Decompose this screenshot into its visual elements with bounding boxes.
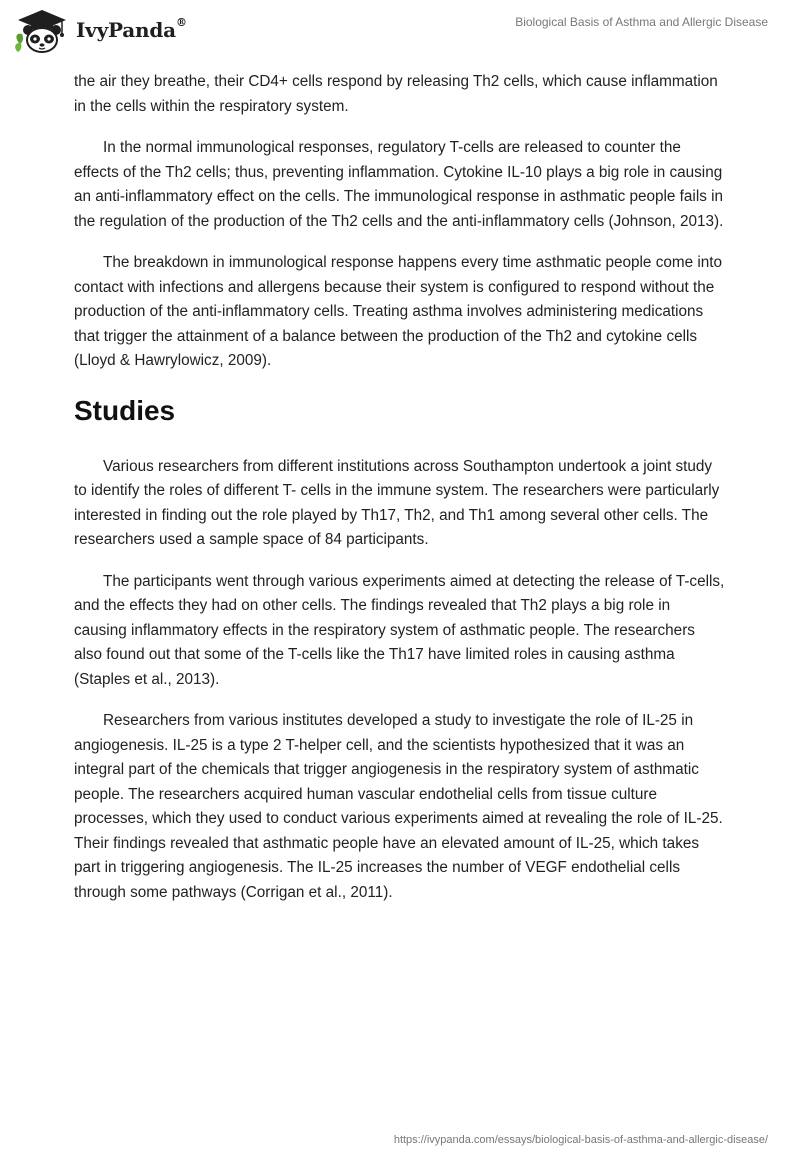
section-heading-studies: Studies <box>74 394 176 426</box>
logo-name: IvyPanda <box>76 18 176 42</box>
panda-graduate-icon <box>14 8 70 54</box>
source-url[interactable]: https://ivypanda.com/essays/biological-basis-of-asthma-and-allergic-disease/ <box>393 1134 768 1146</box>
paragraph-southampton-study: Various researchers from different institutions across Southampton undertook a joint study to identify the roles of different T- cells in the immune system. The researchers were particularly interested in finding out the role played by Th17, Th2, and Th1 among several other cells. The researchers used a sample space of 84 participants. <box>74 457 720 548</box>
ivypanda-logo[interactable] <box>14 8 214 54</box>
essay-body <box>74 70 726 922</box>
paragraph-il25-angiogenesis: Researchers from various institutes developed a study to investigate the role of IL-25 in angiogenesis. IL-25 is a type 2 T-helper cell, and the scientists hypothesized that it was an integral part of the chemicals that trigger angiogenesis in the respiratory system of asthmatic people. The researchers acquired human vascular endothelial cells from tissue culture processes, which they used to conduct various experiments aimed at revealing the role of IL-25. Their findings revealed that asthmatic people have an elevated amount of IL-25, which takes part in triggering angiogenesis. The IL-25 increases the number of VEGF endothelial cells through some pathways (Corrigan et al., 2011). <box>74 712 723 901</box>
logo-wordmark <box>76 18 187 42</box>
document-title: Biological Basis of Asthma and Allergic Disease <box>515 15 768 29</box>
page-header <box>0 0 800 60</box>
paragraph-participants-findings: The participants went through various experiments aimed at detecting the release of T-cells, and the effects they had on other cells. The findings revealed that Th2 plays a big role in causing inflammatory effects in the respiratory system of asthmatic people. The researchers also found out that some of the T-cells like the Th17 have limited roles in causing asthma (Staples et al., 2013). <box>74 572 725 688</box>
paragraph-immunological-breakdown: The breakdown in immunological response happens every time asthmatic people come into contact with infections and allergens because their system is configured to respond without the production of the anti-inflammatory cells. Treating asthma involves administering medications that trigger the attainment of a balance between the production of the Th2 and cytokine cells (Lloyd & Hawrylowicz, 2009). <box>74 254 723 369</box>
registered-mark: ® <box>175 16 187 29</box>
paragraph-continuation: the air they breathe, their CD4+ cells respond by releasing Th2 cells, which cause inflammation in the cells within the respiratory system. <box>74 73 718 115</box>
paragraph-regulatory-t-cells: In the normal immunological responses, regulatory T-cells are released to counter the effects of the Th2 cells; thus, preventing inflammation. Cytokine IL-10 plays a big role in causing an anti-inflammatory effect on the cells. The immunological response in asthmatic people fails in the regulation of the production of the Th2 cells and the anti-inflammatory cells (Johnson, 2013). <box>74 139 724 230</box>
